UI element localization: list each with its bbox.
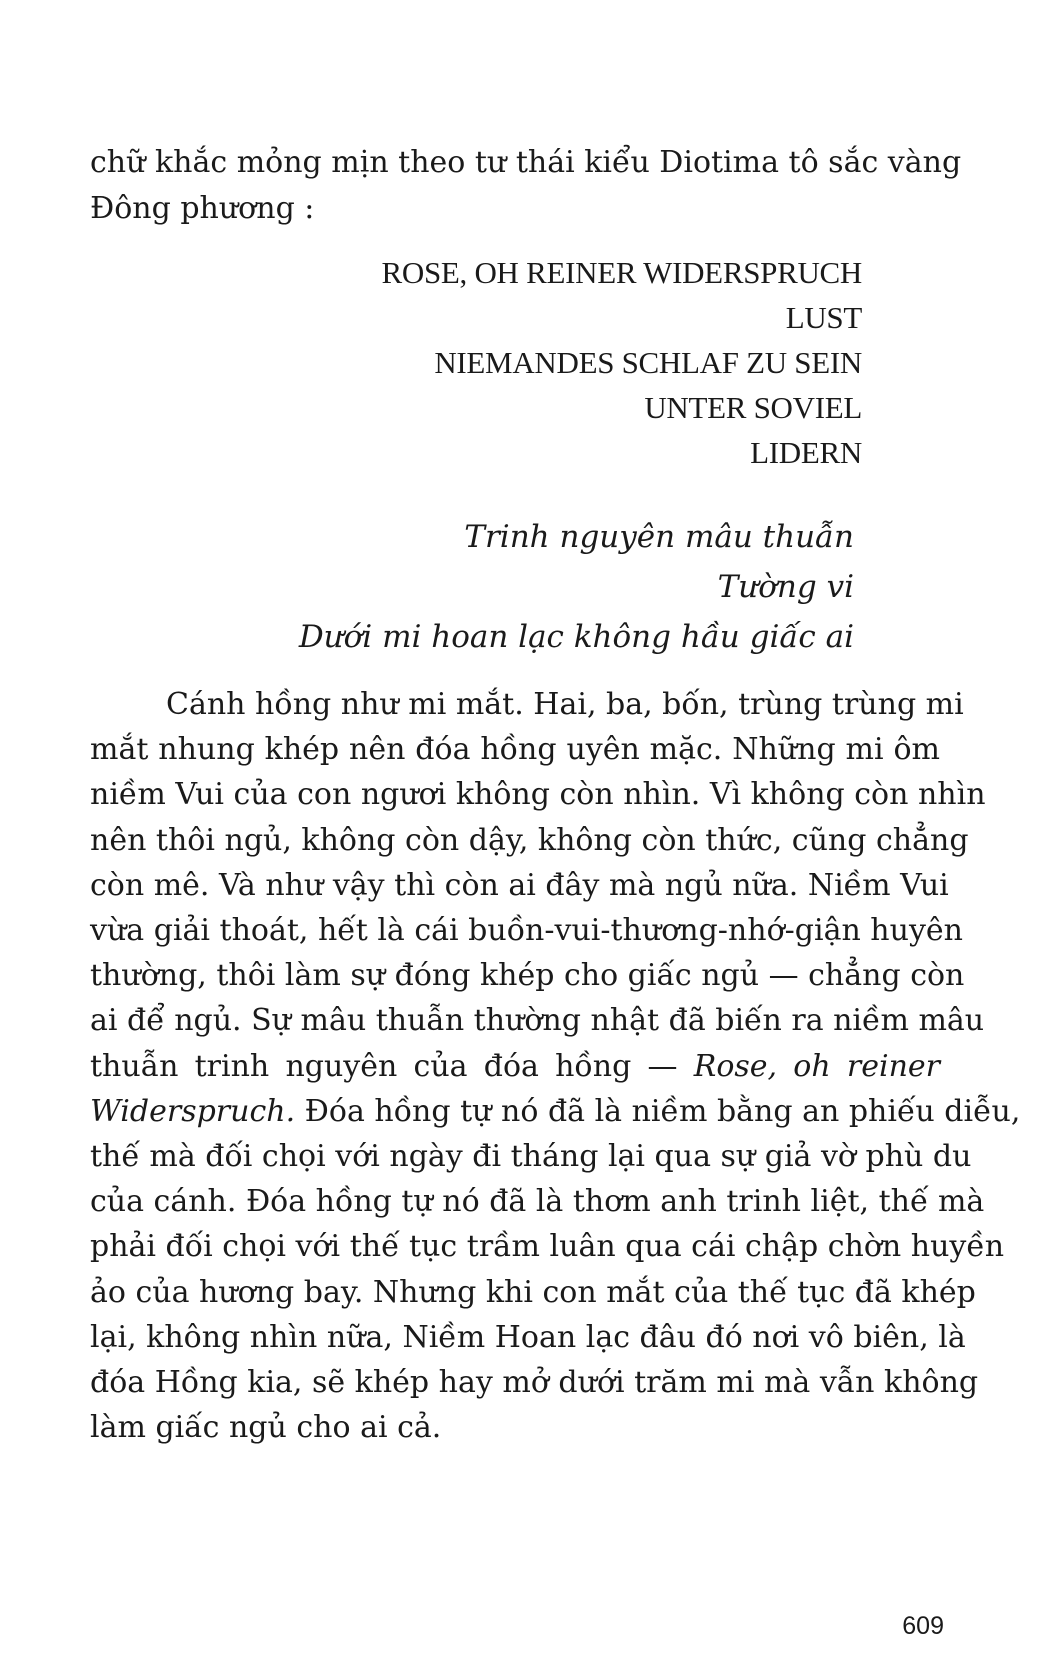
intro-text (90, 140, 962, 232)
paragraph-line: Cánh hồng như mi mắt. Hai, ba, bốn, trùng trùng mi (166, 687, 964, 722)
verse-line: Trinh nguyên mâu thuẫn (464, 519, 854, 555)
paragraph-line: còn mê. Và như vậy thì còn ai đây mà ngủ nữa. Niềm Vui (90, 867, 949, 903)
intro-line: chữ khắc mỏng mịn theo tư thái kiểu Diotima tô sắc vàng (90, 145, 962, 180)
paragraph-line: lại, không nhìn nữa, Niềm Hoan lạc đâu đó nơi vô biên, là (90, 1319, 966, 1355)
paragraph-line: niềm Vui của con ngươi không còn nhìn. Vì không còn nhìn (90, 777, 986, 813)
paragraph-line: nên thôi ngủ, không còn dậy, không còn thức, cũng chẳng (90, 822, 969, 858)
paragraph-line (90, 1044, 940, 1089)
intro-line: Đông phương : (90, 191, 315, 226)
paragraph-line: đóa Hồng kia, sẽ khép hay mở dưới trăm mi mà vẫn không (90, 1365, 979, 1401)
paragraph-line: thế mà đối chọi với ngày đi tháng lại qua sự giả vờ phù du (90, 1139, 972, 1175)
german-verse (382, 250, 862, 475)
italic-quote: Widerspruch. (90, 1093, 296, 1129)
paragraph-line: của cánh. Đóa hồng tự nó đã là thơm anh trinh liệt, thế mà (90, 1184, 985, 1220)
verse-line: UNTER SOVIEL (644, 390, 862, 425)
paragraph-line: ảo của hương bay. Nhưng khi con mắt của thế tục đã khép (90, 1274, 976, 1310)
verse-line: Tường vi (717, 569, 854, 605)
verse-line: ROSE, OH REINER WIDERSPRUCH (381, 255, 862, 290)
paragraph-text: thuẫn trinh nguyên của đóa hồng — (90, 1048, 678, 1084)
vietnamese-verse (299, 512, 854, 662)
paragraph-line: phải đối chọi với thế tục trầm luân qua cái chập chờn huyền (90, 1229, 1005, 1265)
paragraph-line: mắt nhung khép nên đóa hồng uyên mặc. Những mi ôm (90, 732, 940, 768)
paragraph-line: thường, thôi làm sự đóng khép cho giấc ngủ — chẳng còn (90, 958, 965, 994)
verse-line: Dưới mi hoan lạc không hầu giấc ai (298, 619, 854, 655)
paragraph-line: vừa giải thoát, hết là cái buồn-vui-thương-nhớ-giận huyên (90, 913, 963, 949)
verse-line: LIDERN (750, 435, 862, 470)
paragraph-line: ai để ngủ. Sự mâu thuẫn thường nhật đã biến ra niềm mâu (90, 1003, 985, 1039)
verse-line: LUST (785, 300, 862, 335)
italic-quote: Rose, oh reiner (693, 1048, 940, 1084)
paragraph-text: Đóa hồng tự nó đã là niềm bằng an phiếu diễu, (304, 1093, 1021, 1129)
paragraph-line: làm giấc ngủ cho ai cả. (90, 1410, 442, 1446)
body-paragraph (90, 682, 1021, 1450)
paragraph-line (90, 1089, 1021, 1134)
verse-line: NIEMANDES SCHLAF ZU SEIN (434, 345, 862, 380)
page-number: 609 (902, 1612, 944, 1640)
